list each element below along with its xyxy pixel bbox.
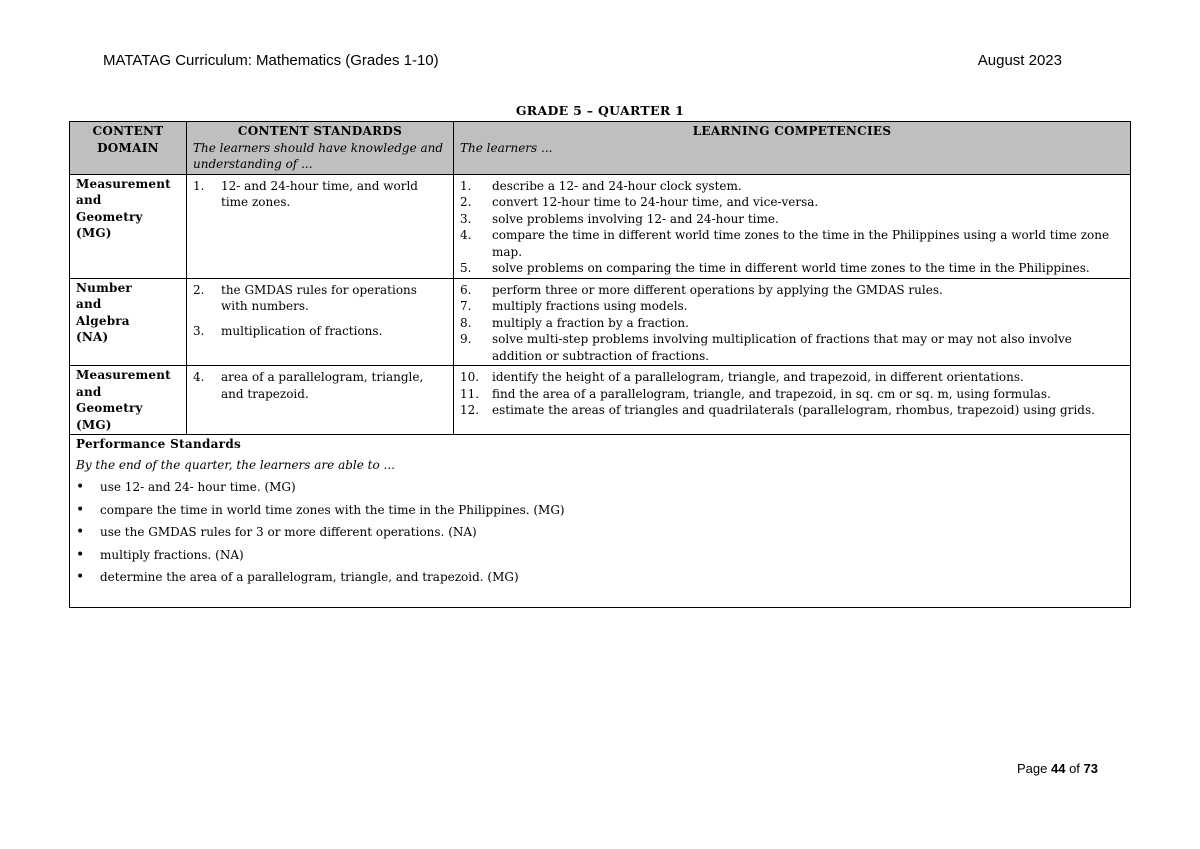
item-number: 4. (460, 228, 472, 242)
list-item (460, 402, 1124, 419)
table-row (70, 366, 1131, 435)
header-content-standards: CONTENT STANDARDS The learners should have knowledge and understanding of ... (187, 122, 454, 175)
item-text: use 12- and 24- hour time. (MG) (100, 480, 296, 494)
item-text: area of a parallelogram, triangle, and trapezoid. (221, 370, 424, 401)
list-item (193, 369, 447, 402)
item-number: 4. (193, 370, 205, 384)
item-number: 1. (193, 178, 205, 193)
content-domain-cell: Measurement and Geometry (MG) (70, 366, 187, 435)
learning-competencies-cell (454, 174, 1131, 278)
performance-standards-cell (70, 435, 1131, 608)
list-item (460, 227, 1124, 260)
header-learning-competencies: LEARNING COMPETENCIES The learners ... (454, 122, 1131, 175)
item-text: convert 12-hour time to 24-hour time, and vice-versa. (492, 195, 819, 209)
page-total: 73 (1083, 761, 1098, 776)
item-text: identify the height of a parallelogram, triangle, and trapezoid, in different orientations. (492, 370, 1024, 384)
item-number: 6. (460, 282, 472, 297)
item-text: compare the time in different world time zones to the time in the Philippines using a world time zone map. (492, 228, 1110, 259)
competencies-list (460, 282, 1124, 365)
item-text: estimate the areas of triangles and quadrilaterals (parallelogram, rhombus, trapezoid) using grids. (492, 403, 1095, 417)
item-number: 8. (460, 315, 472, 330)
table-row (70, 174, 1131, 278)
competencies-list (460, 369, 1124, 419)
list-item (460, 386, 1124, 403)
list-item (76, 524, 1124, 541)
list-item (460, 260, 1124, 277)
list-item (460, 331, 1124, 364)
list-item (76, 502, 1124, 519)
list-item (460, 211, 1124, 228)
table-header-row (70, 122, 1131, 175)
item-number: 7. (460, 299, 472, 313)
item-text: 12- and 24-hour time, and world time zones. (221, 178, 418, 209)
item-number: 10. (460, 370, 480, 384)
content-domain-cell: Number and Algebra (NA) (70, 278, 187, 366)
performance-standards-row (70, 435, 1131, 608)
performance-standards-list (76, 479, 1124, 586)
item-number: 5. (460, 261, 472, 275)
item-text: the GMDAS rules for operations with numbers. (221, 282, 417, 313)
item-text: multiply fractions. (NA) (100, 547, 244, 562)
item-text: use the GMDAS rules for 3 or more different operations. (NA) (100, 525, 477, 539)
standards-list (193, 282, 447, 340)
table-row (70, 278, 1131, 366)
list-item (460, 369, 1124, 386)
item-text: determine the area of a parallelogram, triangle, and trapezoid. (MG) (100, 570, 519, 584)
item-text: multiplication of fractions. (221, 323, 383, 338)
performance-standards-title: Performance Standards (76, 437, 242, 451)
document-header-date: August 2023 (977, 52, 1062, 69)
item-text: solve multi-step problems involving multiplication of fractions that may or may not also involve addition or subtraction of fractions. (492, 332, 1072, 363)
bullet-icon: • (76, 546, 85, 563)
list-item (460, 315, 1124, 332)
content-domain-cell: Measurement and Geometry (MG) (70, 174, 187, 278)
learning-competencies-cell (454, 366, 1131, 435)
item-text: perform three or more different operations by applying the GMDAS rules. (492, 282, 943, 297)
bullet-icon: • (76, 501, 85, 518)
bullet-icon: • (76, 479, 85, 495)
learning-competencies-cell (454, 278, 1131, 366)
item-number: 12. (460, 403, 480, 417)
item-number: 1. (460, 178, 472, 193)
item-text: compare the time in world time zones with the time in the Philippines. (MG) (100, 502, 565, 517)
list-item (193, 178, 447, 211)
item-number: 3. (193, 323, 205, 338)
page-number: 44 (1050, 761, 1066, 776)
list-item (76, 569, 1124, 586)
item-text: multiply fractions using models. (492, 299, 688, 313)
item-text: solve problems involving 12- and 24-hour time. (492, 211, 779, 226)
standards-list (193, 178, 447, 211)
competencies-list (460, 178, 1124, 277)
bullet-icon: • (76, 569, 85, 585)
item-number: 2. (193, 282, 205, 297)
bullet-icon: • (76, 524, 85, 540)
list-item (76, 479, 1124, 496)
content-standards-cell (187, 366, 454, 435)
item-number: 11. (460, 386, 480, 401)
performance-standards-subtitle: By the end of the quarter, the learners are able to ... (76, 457, 395, 472)
list-item (460, 178, 1124, 195)
page-footer: Page 44 of 73 (1016, 761, 1098, 776)
content-standards-cell (187, 278, 454, 366)
item-number: 2. (460, 195, 472, 209)
header-competencies-subtitle: The learners ... (460, 140, 553, 155)
curriculum-table (69, 121, 1131, 608)
item-text: multiply a fraction by a fraction. (492, 315, 689, 330)
list-item (76, 547, 1124, 564)
item-number: 9. (460, 332, 472, 346)
content-standards-cell (187, 174, 454, 278)
document-header-title: MATATAG Curriculum: Mathematics (Grades 1-10) (103, 52, 439, 69)
list-item (193, 282, 447, 315)
item-text: find the area of a parallelogram, triangle, and trapezoid, in sq. cm or sq. m, using formulas. (492, 386, 1051, 401)
header-content-domain: CONTENT DOMAIN (70, 122, 187, 175)
item-text: solve problems on comparing the time in different world time zones to the time in the Philippines. (492, 261, 1090, 275)
list-item (460, 298, 1124, 315)
standards-list (193, 369, 447, 402)
list-item (460, 194, 1124, 211)
item-number: 3. (460, 211, 472, 226)
item-text: describe a 12- and 24-hour clock system. (492, 178, 742, 193)
grade-quarter-title: GRADE 5 – QUARTER 1 (515, 103, 685, 118)
list-item (460, 282, 1124, 299)
list-item (193, 323, 447, 340)
header-standards-subtitle: The learners should have knowledge and understanding of ... (193, 140, 444, 171)
